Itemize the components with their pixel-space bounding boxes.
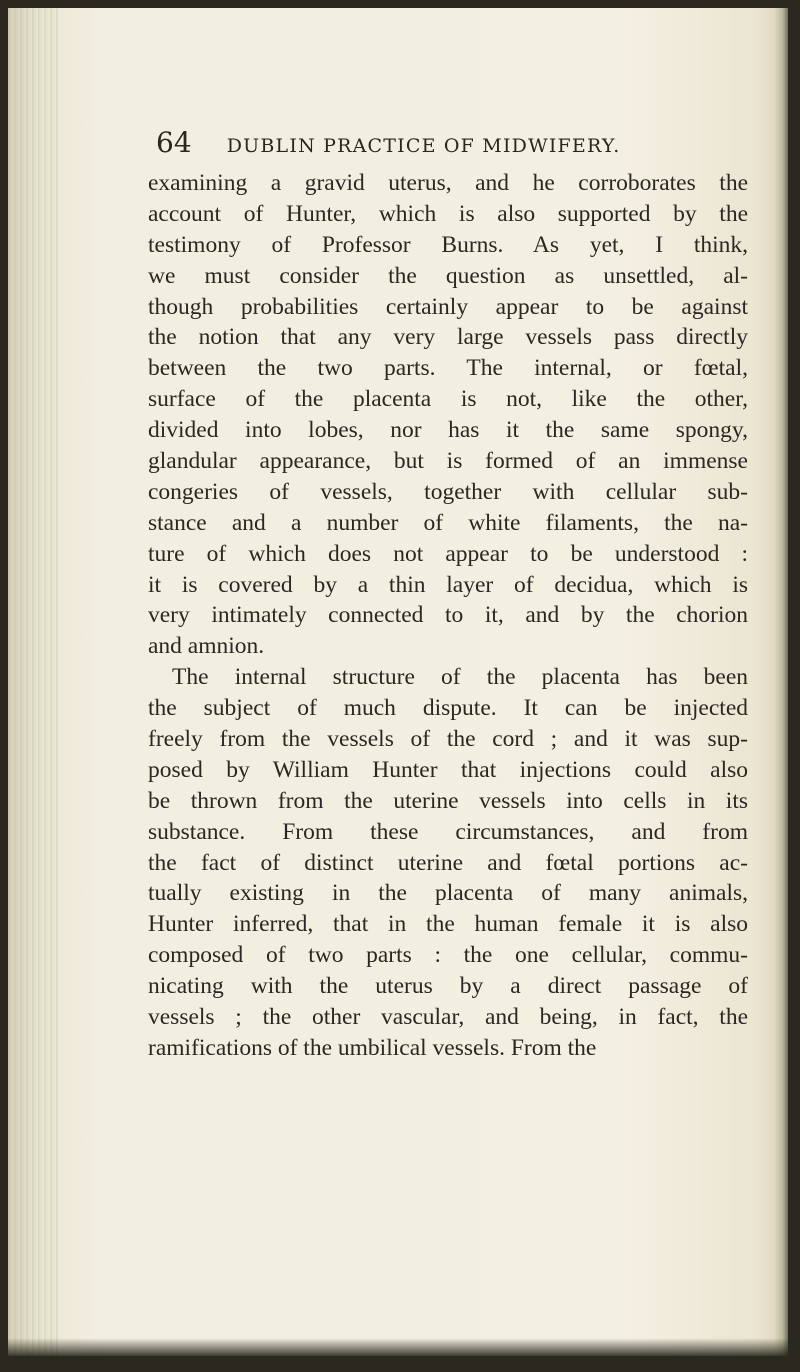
text-line: ture of which does not appear to be understood : (148, 540, 748, 567)
text-line: testimony of Professor Burns. As yet, I think, (148, 231, 748, 258)
page-header (156, 126, 716, 159)
text-line: very intimately connected to it, and by the chorion (148, 602, 748, 629)
text-line: ramifications of the umbilical vessels. From the (148, 1034, 597, 1061)
text-line: divided into lobes, nor has it the same spongy, (148, 417, 748, 444)
running-title: DUBLIN PRACTICE OF MIDWIFERY. (226, 135, 621, 157)
text-line: congeries of vessels, together with cellular sub- (148, 478, 748, 505)
text-line: between the two parts. The internal, or fœtal, (148, 355, 748, 382)
text-line: substance. From these circumstances, and from (148, 818, 748, 845)
text-line: be thrown from the uterine vessels into cells in its (148, 787, 748, 814)
text-line: posed by William Hunter that injections could also (148, 756, 748, 783)
text-line: the fact of distinct uterine and fœtal portions ac- (148, 849, 748, 876)
text-line: composed of two parts : the one cellular, commu- (148, 942, 748, 969)
text-line: tually existing in the placenta of many animals, (148, 880, 748, 907)
text-line: though probabilities certainly appear to be against (148, 293, 748, 320)
text-line: nicating with the uterus by a direct passage of (148, 973, 748, 1000)
text-line: surface of the placenta is not, like the other, (148, 386, 748, 413)
text-line: the notion that any very large vessels pass directly (148, 324, 748, 351)
text-line: it is covered by a thin layer of decidua, which is (148, 571, 748, 598)
text-line: examining a gravid uterus, and he corroborates the (148, 170, 748, 196)
text-line: glandular appearance, but is formed of an immense (148, 448, 748, 475)
text-line: the subject of much dispute. It can be injected (148, 695, 748, 722)
text-line: we must consider the question as unsettled, al- (148, 262, 748, 289)
book-page (8, 8, 788, 1356)
text-line: and amnion. (148, 633, 265, 660)
text-line: stance and a number of white filaments, the na- (148, 509, 748, 536)
text-line: account of Hunter, which is also supported by the (148, 200, 748, 227)
text-line: freely from the vessels of the cord ; and it was sup- (148, 726, 748, 753)
page-right-edge (774, 8, 788, 1356)
text-line: vessels ; the other vascular, and being, in fact, the (148, 1004, 748, 1031)
page-number: 64 (156, 126, 192, 159)
page-binding-edge (8, 8, 58, 1356)
text-line: The internal structure of the placenta has been (172, 664, 748, 691)
text-line: Hunter inferred, that in the human female it is also (148, 911, 748, 938)
page-bottom-edge (8, 1338, 788, 1356)
body-text (148, 168, 748, 1064)
